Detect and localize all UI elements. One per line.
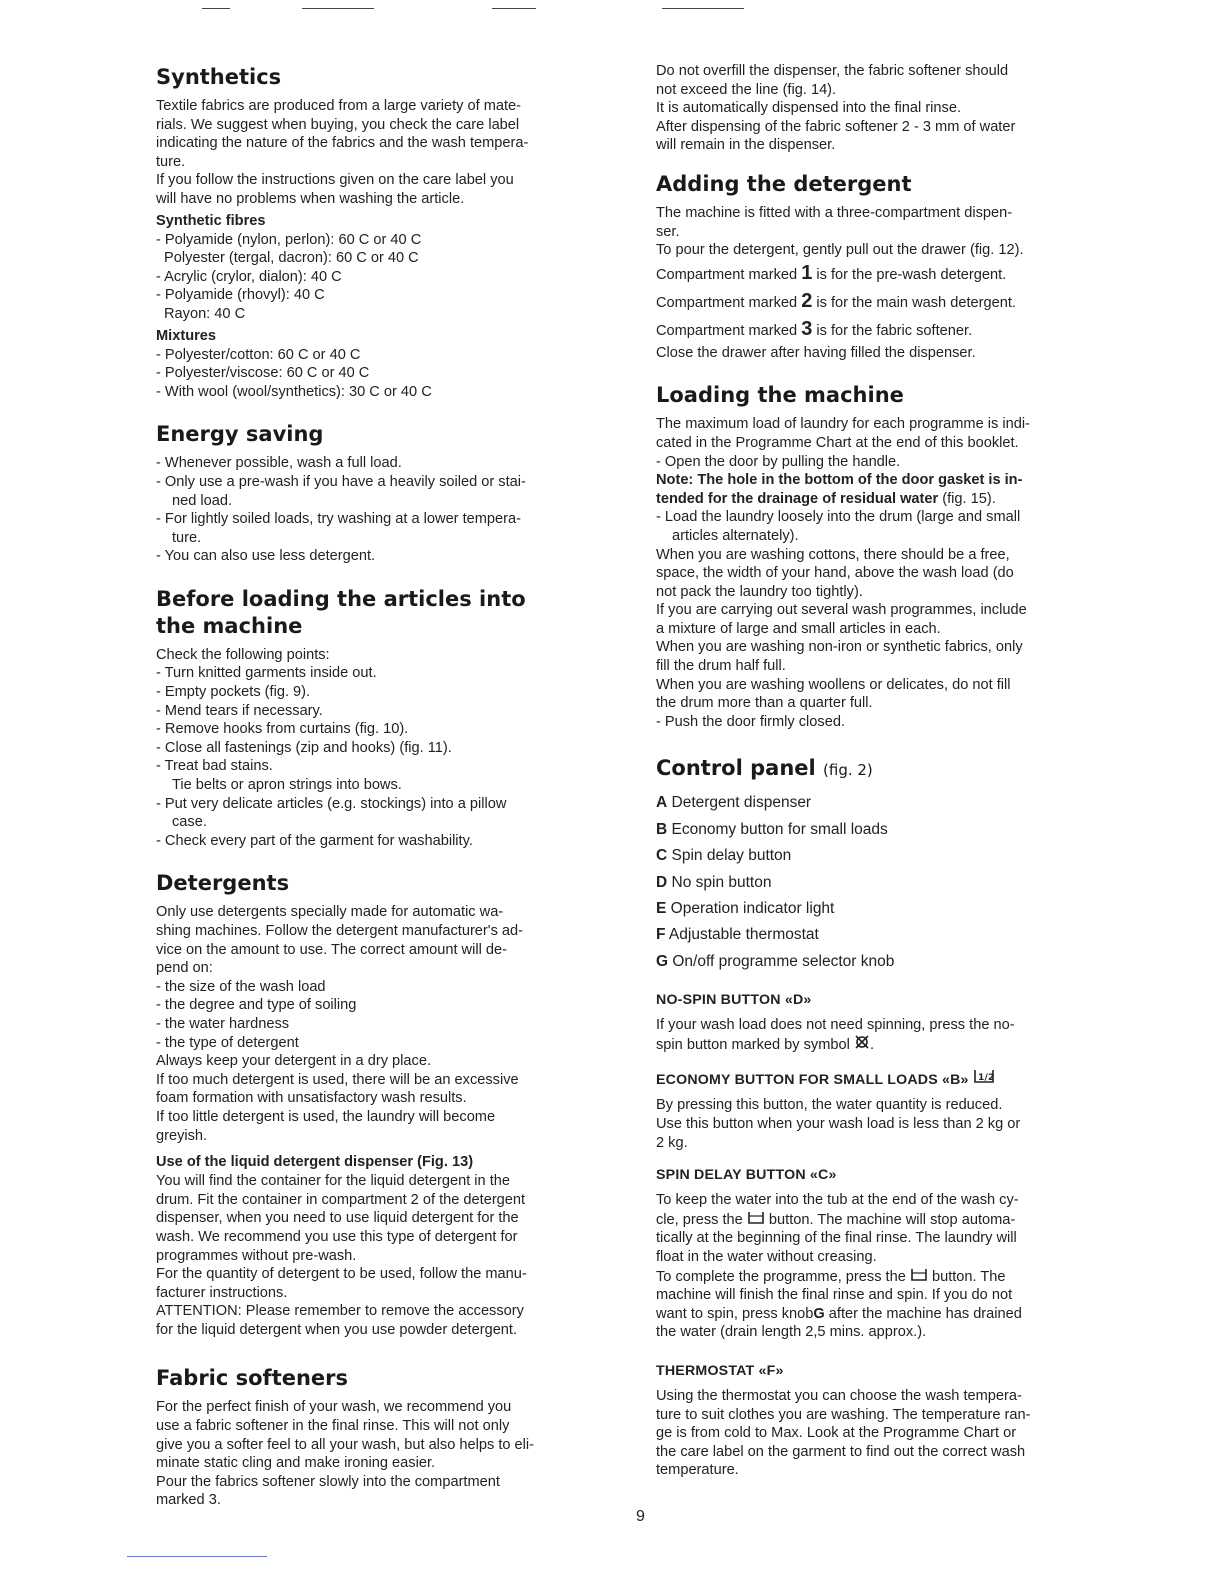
paragraph-line: ser. <box>656 223 680 240</box>
list-item: Tie belts or apron strings into bows. <box>172 777 402 794</box>
control-panel-heading <box>656 755 1116 784</box>
paragraph-line <box>656 1267 1116 1287</box>
paragraph-line: ture to suit clothes you are washing. The temperature ran- <box>656 1406 1031 1423</box>
list-item: - Polyester/cotton: 60 C or 40 C <box>156 346 361 363</box>
paragraph-line: ATTENTION: Please remember to remove the accessory <box>156 1303 524 1320</box>
paragraph-line: machine will finish the final rinse and spin. If you do not <box>656 1287 1013 1304</box>
paragraph-line: minate static cling and make ironing easier. <box>156 1455 436 1472</box>
paragraph-line: pend on: <box>156 960 213 977</box>
no-spin-heading: NO-SPIN BUTTON «D» <box>656 992 812 1009</box>
paragraph-line: To pour the detergent, gently pull out the drawer (fig. 12). <box>656 242 1024 259</box>
paragraph-line: for the liquid detergent when you use powder detergent. <box>156 1321 518 1338</box>
list-item: - Empty pockets (fig. 9). <box>156 684 311 701</box>
control-label: No spin button <box>671 873 772 891</box>
loading-machine-section <box>656 382 1116 731</box>
paragraph-line: When you are washing woollens or delicates, do not fill <box>656 676 1011 693</box>
control-panel-title: Control panel <box>656 756 816 781</box>
list-item: - Polyamide (nylon, perlon): 60 C or 40 C <box>156 231 422 248</box>
paragraph-line: wash. We recommend you use this type of detergent for <box>156 1228 518 1245</box>
paragraph-line: facturer instructions. <box>156 1284 288 1301</box>
paragraph-line: - Open the door by pulling the handle. <box>656 453 901 470</box>
list-item: Rayon: 40 C <box>164 305 246 322</box>
compartment-number: 3 <box>801 317 813 340</box>
list-item: Check the following points: <box>156 646 330 663</box>
paragraph-line: Only use detergents specially made for automatic wa- <box>156 904 504 921</box>
heading-line: Before loading the articles into <box>156 586 526 611</box>
list-item: - Mend tears if necessary. <box>156 702 323 719</box>
paragraph-line: the water (drain length 2,5 mins. approx.). <box>656 1324 927 1341</box>
paragraph-line: Do not overfill the dispenser, the fabric softener should <box>656 63 1009 79</box>
list-item: - Turn knitted garments inside out. <box>156 665 377 682</box>
control-label: On/off programme selector knob <box>672 952 895 970</box>
paragraph-line: When you are washing cottons, there should be a free, <box>656 546 1010 563</box>
adding-detergent-section <box>656 171 1116 362</box>
compartment-line <box>656 316 1116 344</box>
no-spin-text: spin button marked by symbol <box>656 1036 850 1053</box>
synthetic-fibres-heading: Synthetic fibres <box>156 212 266 229</box>
paragraph-line: If you are carrying out several wash programmes, include <box>656 602 1027 619</box>
paragraph-line: You will find the container for the liquid detergent in the <box>156 1173 510 1190</box>
page-number: 9 <box>636 1508 645 1525</box>
list-item: - Treat bad stains. <box>156 758 273 775</box>
fabric-softeners-section <box>156 1365 618 1510</box>
paragraph-line: By pressing this button, the water quantity is reduced. <box>656 1097 1003 1114</box>
control-item <box>656 896 1116 922</box>
spin-delay-section <box>656 1166 1116 1342</box>
before-loading-heading <box>156 586 618 640</box>
control-label: Economy button for small loads <box>671 820 888 838</box>
paragraph-line: For the quantity of detergent to be used, follow the manu- <box>156 1266 527 1283</box>
text-span: button. The <box>931 1268 1006 1285</box>
text-span: button. The machine will stop automa- <box>768 1211 1016 1228</box>
paragraph-line: will remain in the dispenser. <box>656 137 836 154</box>
paragraph-line: If your wash load does not need spinning, press the no- <box>656 1017 1015 1034</box>
synthetics-section <box>156 64 618 401</box>
text-span: cle, press the <box>656 1211 743 1228</box>
paragraph-line: cated in the Programme Chart at the end of this booklet. <box>656 434 1019 451</box>
control-key: E <box>656 900 667 918</box>
paragraph-line: 2 kg. <box>656 1134 688 1151</box>
detergents-section <box>156 870 618 1339</box>
control-item <box>656 817 1116 843</box>
paragraph-line: temperature. <box>656 1462 739 1479</box>
control-item <box>656 790 1116 816</box>
note-line <box>656 490 1116 509</box>
control-label: Operation indicator light <box>670 900 835 918</box>
paragraph-line: For the perfect finish of your wash, we recommend you <box>156 1399 512 1416</box>
paragraph-line: a mixture of large and small articles in each. <box>656 620 941 637</box>
paragraph-line: ture. <box>156 153 186 170</box>
paragraph-line: When you are washing non-iron or synthetic fabrics, only <box>656 639 1023 656</box>
paragraph-line: use a fabric softener in the final rinse. This will not only <box>156 1418 510 1435</box>
paragraph-line: greyish. <box>156 1127 208 1144</box>
list-item: - the type of detergent <box>156 1034 299 1051</box>
compartment-number: 2 <box>801 289 813 312</box>
compartment-text: is for the fabric softener. <box>816 322 973 339</box>
paragraph-line: not pack the laundry too tightly). <box>656 583 863 600</box>
compartment-line <box>656 260 1116 288</box>
before-loading-section <box>156 586 618 851</box>
list-item: - the water hardness <box>156 1015 290 1032</box>
compartment-prefix: Compartment marked <box>656 322 798 339</box>
no-spin-symbol-icon <box>854 1035 870 1054</box>
heading-line: the machine <box>156 613 303 638</box>
compartment-text: is for the main wash detergent. <box>816 294 1016 311</box>
economy-heading <box>656 1068 1116 1090</box>
paragraph-line: the care label on the garment to find out the correct wash <box>656 1443 1026 1460</box>
paragraph-line: If you follow the instructions given on the care label you <box>156 172 514 189</box>
synthetics-heading: Synthetics <box>156 65 282 89</box>
tub-icon <box>747 1210 765 1229</box>
paragraph-line <box>656 1210 1116 1230</box>
list-item: - the size of the wash load <box>156 978 326 995</box>
paragraph-line: To keep the water into the tub at the end of the wash cy- <box>656 1192 1019 1209</box>
control-key: D <box>656 873 668 891</box>
list-item: - Acrylic (crylor, dialon): 40 C <box>156 268 342 285</box>
paragraph-line: rials. We suggest when buying, you check the care label <box>156 116 520 133</box>
paragraph-line: Pour the fabrics softener slowly into the compartment <box>156 1473 500 1490</box>
note-fig: (fig. 15). <box>942 490 996 507</box>
liquid-dispenser-heading: Use of the liquid detergent dispenser (Fig. 13) <box>156 1154 474 1171</box>
paragraph-line: tically at the beginning of the final rinse. The laundry will <box>656 1230 1017 1247</box>
control-panel-section <box>656 755 1116 975</box>
bottom-rule <box>127 1556 267 1557</box>
paragraph-line: the drum more than a quarter full. <box>656 695 873 712</box>
paragraph-line: Close the drawer after having filled the dispenser. <box>656 344 976 361</box>
paragraph-line <box>656 1305 1116 1324</box>
control-item <box>656 949 1116 975</box>
control-key: G <box>656 952 669 970</box>
paragraph-line: If too little detergent is used, the laundry will become <box>156 1108 496 1125</box>
top-rule <box>662 8 744 9</box>
adding-detergent-heading: Adding the detergent <box>656 171 912 196</box>
list-item: - Remove hooks from curtains (fig. 10). <box>156 721 409 738</box>
paragraph-line: marked 3. <box>156 1492 221 1509</box>
fabric-softeners-heading: Fabric softeners <box>156 1366 349 1391</box>
control-label: Adjustable thermostat <box>668 926 819 944</box>
compartment-line <box>656 288 1116 316</box>
knob-key: G <box>813 1305 825 1322</box>
spin-delay-heading: SPIN DELAY BUTTON «C» <box>656 1167 837 1184</box>
top-rule <box>202 8 230 9</box>
tub-icon <box>910 1267 928 1286</box>
thermostat-heading: THERMOSTAT «F» <box>656 1363 784 1379</box>
text-span: want to spin, press knob <box>656 1305 814 1322</box>
control-label: Detergent dispenser <box>671 794 812 812</box>
paragraph-line: - Push the door firmly closed. <box>656 713 845 730</box>
paragraph-line: Always keep your detergent in a dry place. <box>156 1053 432 1070</box>
list-item: - Polyamide (rhovyl): 40 C <box>156 287 325 304</box>
paragraph-line: space, the width of your hand, above the wash load (do <box>656 565 1014 582</box>
list-item: - Whenever possible, wash a full load. <box>156 455 402 472</box>
paragraph-line: not exceed the line (fig. 14). <box>656 81 837 98</box>
paragraph-line: indicating the nature of the fabrics and the wash tempera- <box>156 135 529 152</box>
paragraph-line: ge is from cold to Max. Look at the Programme Chart or <box>656 1425 1017 1442</box>
mixtures-list <box>156 346 618 402</box>
paragraph-line: If too much detergent is used, there will be an excessive <box>156 1071 519 1088</box>
list-item: - Only use a pre-wash if you have a heavily soiled or stai- <box>156 473 526 490</box>
control-item <box>656 843 1116 869</box>
paragraph-line: shing machines. Follow the detergent manufacturer's ad- <box>156 923 524 939</box>
list-item: - Check every part of the garment for washability. <box>156 832 473 849</box>
svg-text:1/2: 1/2 <box>977 1073 995 1084</box>
list-item: case. <box>172 814 207 831</box>
mixtures-heading: Mixtures <box>156 327 217 344</box>
list-item: - the degree and type of soiling <box>156 997 357 1014</box>
paragraph-line: spin button marked by symbol . <box>656 1036 874 1053</box>
control-key: C <box>656 847 668 865</box>
left-column <box>156 60 618 1510</box>
control-key: A <box>656 794 668 812</box>
paragraph-line: drum. Fit the container in compartment 2 of the detergent <box>156 1191 526 1208</box>
paragraph-line: It is automatically dispensed into the final rinse. <box>656 100 962 117</box>
list-item: - With wool (wool/synthetics): 30 C or 40 C <box>156 383 432 400</box>
list-item: - You can also use less detergent. <box>156 548 376 565</box>
paragraph-line: fill the drum half full. <box>656 658 786 675</box>
note-text: tended for the drainage of residual water <box>656 490 939 507</box>
top-rule <box>492 8 536 9</box>
control-item <box>656 870 1116 896</box>
no-spin-section <box>656 991 1116 1054</box>
text-span: after the machine has drained <box>828 1305 1022 1322</box>
control-item <box>656 922 1116 948</box>
list-item: Polyester (tergal, dacron): 60 C or 40 C <box>164 250 419 267</box>
paragraph-line: The maximum load of laundry for each programme is indi- <box>656 416 1030 433</box>
text-span: To complete the programme, press the <box>656 1268 906 1285</box>
paragraph-line: Textile fabrics are produced from a large variety of mate- <box>156 98 521 114</box>
compartment-number: 1 <box>801 261 813 284</box>
economy-section <box>656 1068 1116 1152</box>
list-item: - Close all fastenings (zip and hooks) (fig. 11). <box>156 739 452 756</box>
list-item: - Load the laundry loosely into the drum (large and small <box>656 509 1021 526</box>
paragraph-line: float in the water without creasing. <box>656 1249 877 1266</box>
control-key: B <box>656 820 668 838</box>
note-line: Note: The hole in the bottom of the door gasket is in- <box>656 472 1023 489</box>
compartment-prefix: Compartment marked <box>656 294 798 311</box>
list-item: ned load. <box>172 492 233 509</box>
list-item: - Polyester/viscose: 60 C or 40 C <box>156 365 370 382</box>
paragraph-line: dispenser, when you need to use liquid detergent for the <box>156 1210 519 1227</box>
list-item: - Put very delicate articles (e.g. stockings) into a pillow <box>156 795 507 812</box>
list-item: articles alternately). <box>672 527 799 544</box>
paragraph-line: give you a softer feel to all your wash, but also helps to eli- <box>156 1436 535 1453</box>
energy-saving-section <box>156 421 618 566</box>
fibres-list <box>156 231 618 324</box>
compartment-text: is for the pre-wash detergent. <box>816 266 1007 283</box>
paragraph-line: Use this button when your wash load is less than 2 kg or <box>656 1116 1021 1133</box>
paragraph-line: will have no problems when washing the article. <box>156 190 465 207</box>
paragraph-line: The machine is fitted with a three-compartment dispen- <box>656 204 1013 221</box>
half-load-icon <box>973 1068 995 1089</box>
paragraph-line: vice on the amount to use. The correct amount will de- <box>156 941 507 958</box>
economy-title: ECONOMY BUTTON FOR SMALL LOADS «B» <box>656 1072 969 1089</box>
control-panel-fig: (fig. 2) <box>823 761 873 780</box>
right-column <box>656 60 1116 1480</box>
paragraph-line: foam formation with unsatisfactory wash results. <box>156 1090 467 1107</box>
detergents-heading: Detergents <box>156 871 290 896</box>
energy-saving-heading: Energy saving <box>156 422 324 447</box>
loading-machine-heading: Loading the machine <box>656 383 904 408</box>
compartment-prefix: Compartment marked <box>656 266 798 283</box>
top-rule <box>302 8 374 9</box>
overfill-note <box>656 62 1116 155</box>
thermostat-section <box>656 1362 1116 1480</box>
control-label: Spin delay button <box>671 847 792 865</box>
paragraph-line: Using the thermostat you can choose the wash tempera- <box>656 1388 1022 1404</box>
paragraph-line: programmes without pre-wash. <box>156 1247 357 1264</box>
list-item: - For lightly soiled loads, try washing at a lower tempera- <box>156 511 521 528</box>
list-item: ture. <box>172 529 202 546</box>
control-key: F <box>656 926 666 944</box>
paragraph-line: After dispensing of the fabric softener 2 - 3 mm of water <box>656 118 1016 135</box>
